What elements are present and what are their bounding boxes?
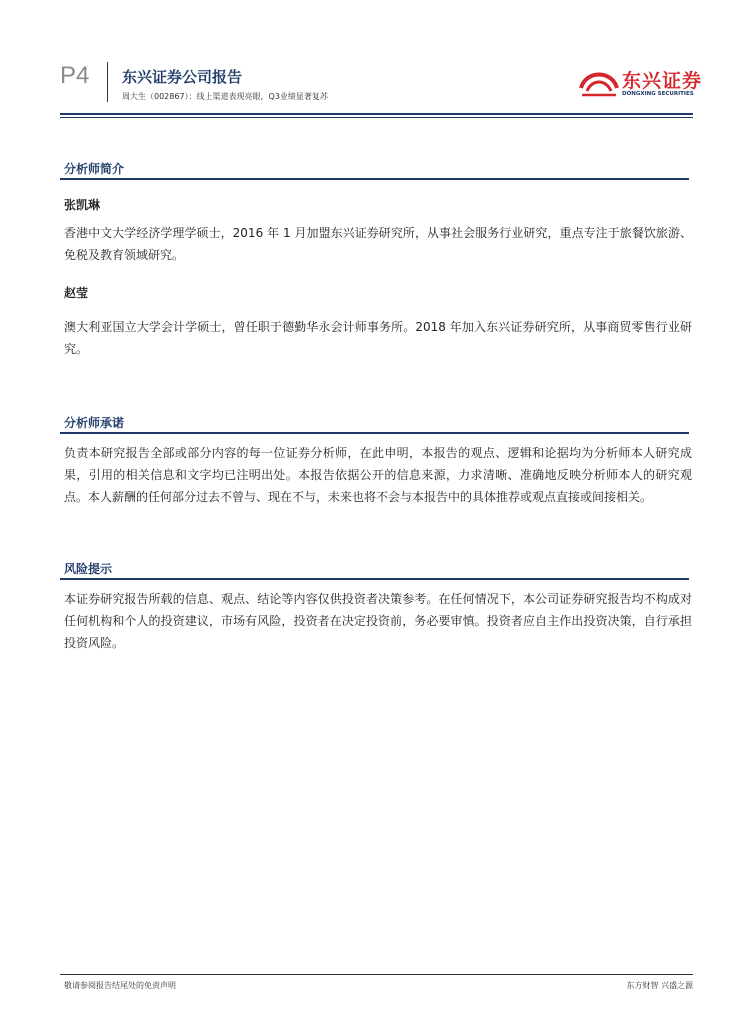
analyst-name: 赵莹 [64, 286, 89, 300]
section-rule [60, 432, 689, 434]
logo-text-en: DONGXING SECURITIES [622, 91, 694, 97]
logo-text-cn: 东兴证券 [622, 70, 703, 92]
footer-disclaimer-note: 敬请参阅报告结尾处的免责声明 [64, 981, 176, 990]
commitment-text: 负责本研究报告全部或部分内容的每一位证券分析师，在此申明，本报告的观点、逻辑和论据均为分析师本人研究成果，引用的相关信息和文字均已注明出处。本报告依据公开的信息来源，力求清晰、准确地反映分析师本人的研究观点。本人薪酬的任何部分过去不曾与、现在不与，未来也将不会与本报告中的具体推荐或观点直接或间接相关。 [64, 446, 692, 504]
risk-text: 本证券研究报告所载的信息、观点、结论等内容仅供投资者决策参考。在任何情况下，本公司证券研究报告均不构成对任何机构和个人的投资建议，市场有风险，投资者在决定投资前，务必要审慎。投资者应自主作出投资决策，自行承担投资风险。 [64, 592, 692, 650]
analyst-bio: 香港中文大学经济学理学硕士，2016 年 1 月加盟东兴证券研究所，从事社会服务行业研究，重点专注于旅餐饮旅游、免税及教育领域研究。 [64, 226, 692, 262]
risk-heading: 风险提示 [64, 562, 113, 576]
analyst-name: 张凯琳 [64, 198, 101, 212]
company-logo [578, 64, 703, 100]
analyst-intro-heading: 分析师简介 [64, 162, 125, 176]
header-rule [60, 113, 693, 115]
report-subtitle: 周大生（002867）：线上渠道表现亮眼，Q3业绩显著复苏 [122, 92, 328, 101]
page-number: P4 [60, 62, 90, 89]
header-divider [107, 62, 108, 102]
report-title: 东兴证券公司报告 [122, 68, 243, 86]
header-rule-thin [60, 117, 693, 118]
footer-slogan: 东方财智 兴盛之源 [626, 981, 693, 990]
logo-mark-icon [578, 64, 620, 100]
commitment-heading: 分析师承诺 [64, 416, 125, 430]
section-rule [60, 578, 689, 580]
footer-rule [60, 974, 693, 975]
section-rule [60, 178, 689, 180]
analyst-bio: 澳大利亚国立大学会计学硕士，曾任职于德勤华永会计师事务所。2018 年加入东兴证券研究所，从事商贸零售行业研究。 [64, 320, 692, 356]
